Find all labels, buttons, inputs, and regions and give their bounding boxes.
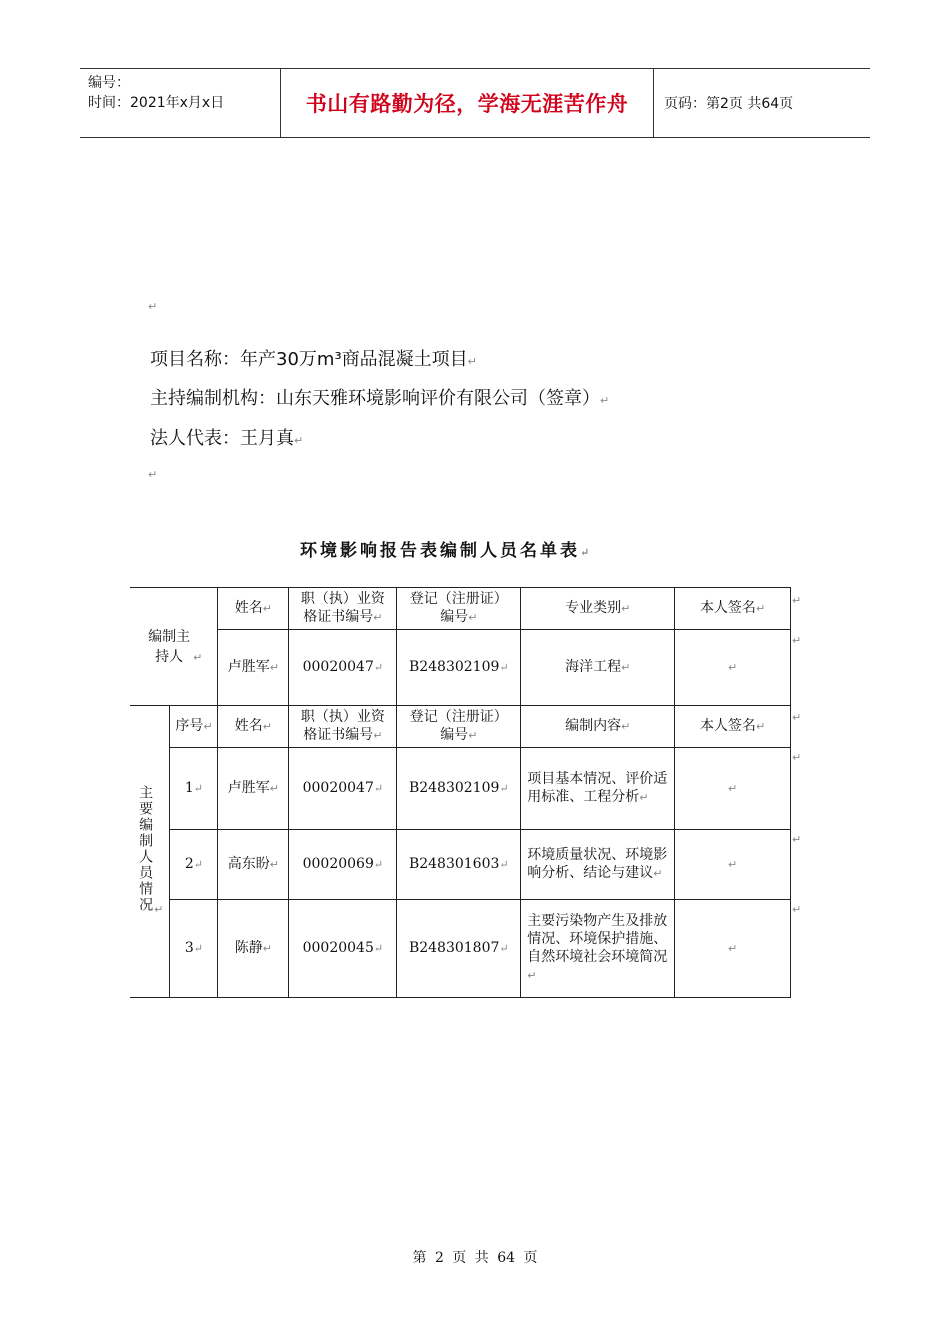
host-section-label: 编制主持人 ↵ [130, 588, 218, 706]
page-footer: 第 2 页 共 64 页 [412, 1250, 538, 1266]
staff-section-label: 主要编制人员情况↵ [130, 706, 170, 998]
organization: 主持编制机构：山东天雅环境影响评价有限公司（签章）↵ [150, 388, 610, 409]
header-page-info: 页码：第2页 共64页 [664, 96, 794, 112]
row-content: 环境质量状况、环境影响分析、结论与建议↵ [521, 830, 675, 900]
row-name: 陈静↵ [218, 900, 289, 998]
header-seq: 序号↵ [170, 706, 218, 748]
row-signature: ↵ [675, 830, 791, 900]
legal-representative: 法人代表：王月真↵ [150, 428, 304, 449]
table-row [130, 748, 791, 830]
time-label: 时间：2021年x月x日 [88, 95, 225, 111]
header-signature: 本人签名↵ [675, 588, 791, 630]
header-reg: 登记（注册证） 编号↵ [397, 588, 521, 630]
host-signature: ↵ [675, 630, 791, 706]
header-cert: 职（执）业资 格证书编号↵ [289, 588, 397, 630]
row-cert: 00020045↵ [289, 900, 397, 998]
header-content: 编制内容↵ [521, 706, 675, 748]
host-name: 卢胜军↵ [218, 630, 289, 706]
row-end-mark: ↵ [792, 903, 802, 916]
row-content: 项目基本情况、评价适用标准、工程分析↵ [521, 748, 675, 830]
row-end-mark: ↵ [792, 751, 802, 764]
host-row [130, 630, 791, 706]
table-row [130, 830, 791, 900]
header-signature: 本人签名↵ [675, 706, 791, 748]
table-row [130, 900, 791, 998]
host-category: 海洋工程↵ [521, 630, 675, 706]
row-seq: 2↵ [170, 830, 218, 900]
row-end-mark: ↵ [792, 711, 802, 724]
row-name: 卢胜军↵ [218, 748, 289, 830]
row-cert: 00020047↵ [289, 748, 397, 830]
row-reg: B248301603↵ [397, 830, 521, 900]
table-title: 环境影响报告表编制人员名单表↵ [300, 541, 593, 561]
row-content: 主要污染物产生及排放情况、环境保护措施、自然环境社会环境简况↵ [521, 900, 675, 998]
header-category: 专业类别↵ [521, 588, 675, 630]
project-name: 项目名称：年产30万m³商品混凝土项目↵ [150, 349, 477, 370]
host-header-row [130, 588, 791, 630]
row-signature: ↵ [675, 900, 791, 998]
header-meta [80, 69, 280, 137]
header-reg: 登记（注册证） 编号↵ [397, 706, 521, 748]
page-header [80, 68, 870, 138]
staff-table [130, 587, 791, 998]
serial-label: 编号： [88, 75, 130, 91]
staff-header-row [130, 706, 791, 748]
row-seq: 1↵ [170, 748, 218, 830]
row-end-mark: ↵ [792, 634, 802, 647]
header-motto: 书山有路勤为径，学海无涯苦作舟 [280, 69, 654, 137]
header-name: 姓名↵ [218, 706, 289, 748]
row-end-mark: ↵ [792, 833, 802, 846]
host-reg: B248302109↵ [397, 630, 521, 706]
row-reg: B248302109↵ [397, 748, 521, 830]
row-end-mark: ↵ [792, 594, 802, 607]
header-cert: 职（执）业资 格证书编号↵ [289, 706, 397, 748]
row-reg: B248301807↵ [397, 900, 521, 998]
paragraph-mark: ↵ [148, 300, 158, 313]
row-seq: 3↵ [170, 900, 218, 998]
row-name: 高东盼↵ [218, 830, 289, 900]
paragraph-mark: ↵ [148, 468, 158, 481]
host-cert: 00020047↵ [289, 630, 397, 706]
row-signature: ↵ [675, 748, 791, 830]
row-cert: 00020069↵ [289, 830, 397, 900]
header-name: 姓名↵ [218, 588, 289, 630]
